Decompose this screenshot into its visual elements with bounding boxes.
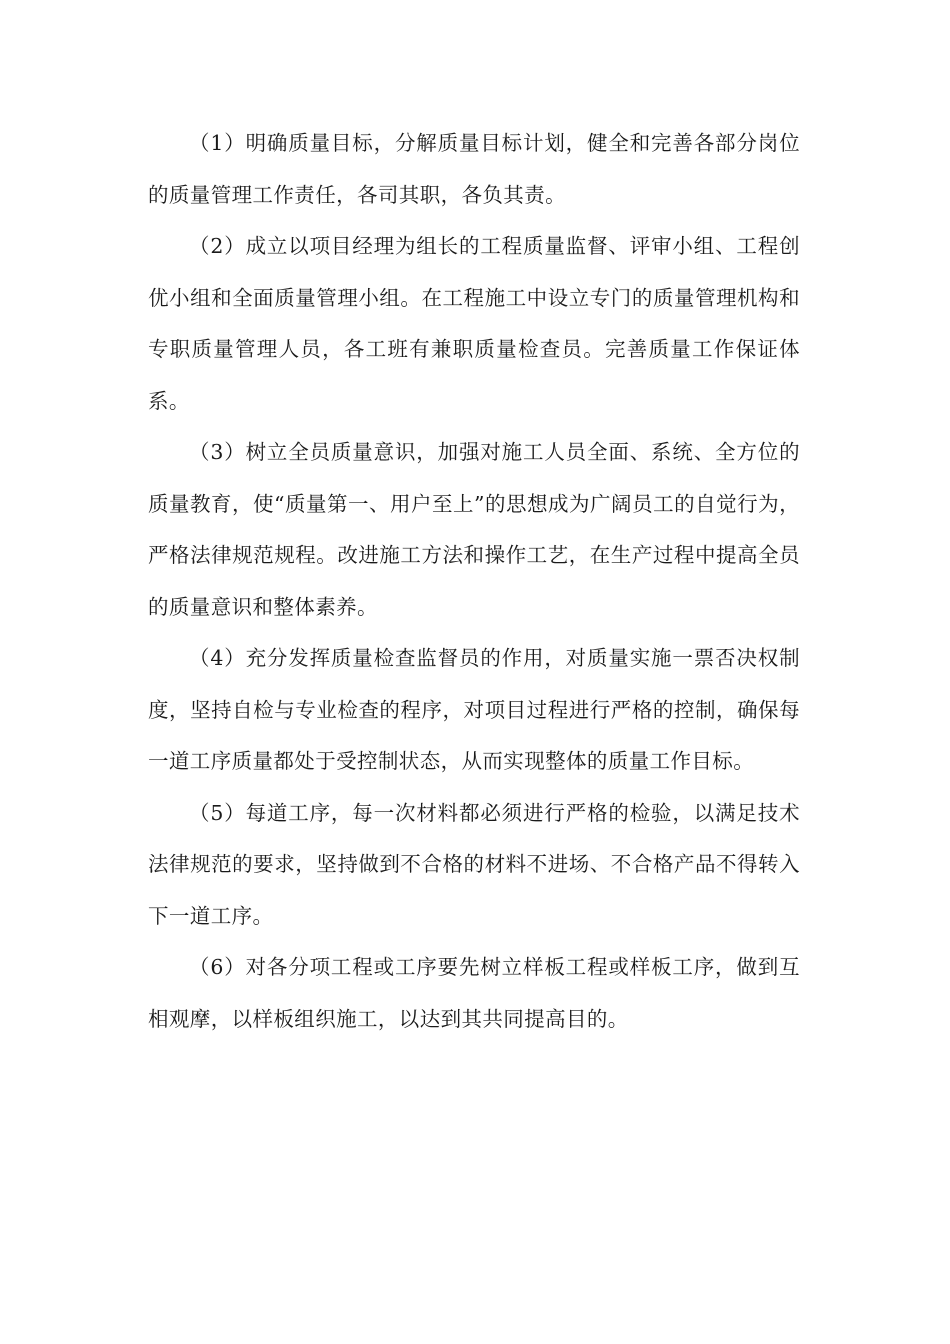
document-body	[148, 118, 800, 1045]
paragraph-5: （5）每道工序，每一次材料都必须进行严格的检验，以满足技术法律规范的要求，坚持做到不合格的材料不进场、不合格产品不得转入下一道工序。	[148, 800, 800, 928]
paragraph-3: （3）树立全员质量意识，加强对施工人员全面、系统、全方位的质量教育，使“质量第一、用户至上”的思想成为广阔员工的自觉行为，严格法律规范规程。改进施工方法和操作工艺，在生产过程中提高全员的质量意识和整体素养。	[148, 440, 800, 619]
paragraph-2: （2）成立以项目经理为组长的工程质量监督、评审小组、工程创优小组和全面质量管理小组。在工程施工中设立专门的质量管理机构和专职质量管理人员，各工班有兼职质量检查员。完善质量工作保证体系。	[148, 234, 800, 413]
paragraph-1: （1）明确质量目标，分解质量目标计划，健全和完善各部分岗位的质量管理工作责任，各司其职，各负其责。	[148, 131, 800, 207]
paragraph-4: （4）充分发挥质量检查监督员的作用，对质量实施一票否决权制度，坚持自检与专业检查的程序，对项目过程进行严格的控制，确保每一道工序质量都处于受控制状态，从而实现整体的质量工作目标。	[148, 646, 800, 773]
paragraph-6: （6）对各分项工程或工序要先树立样板工程或样板工序，做到互相观摩，以样板组织施工，以达到其共同提高目的。	[148, 955, 800, 1031]
